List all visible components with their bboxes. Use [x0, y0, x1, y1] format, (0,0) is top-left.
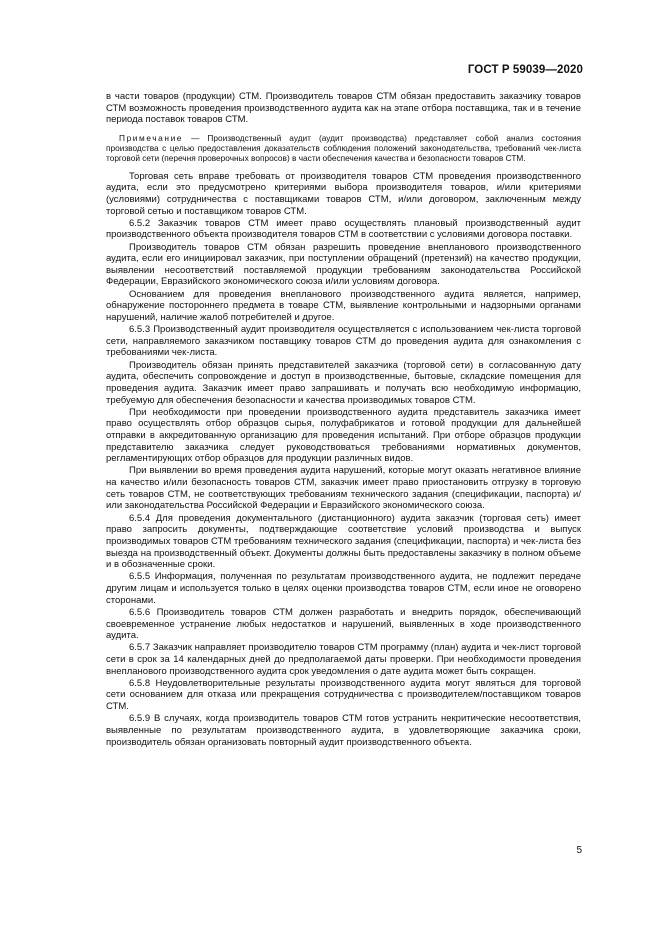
document-code: ГОСТ Р 59039—2020: [467, 64, 583, 76]
paragraph: Торговая сеть вправе требовать от производителя товаров СТМ проведения производственного аудита, если это предусмотрено критериями выбора производителя товаров, и/или критериями (условиями) сотрудничества с поставщиками товаров СТМ, и/или договором, заключенным между торговой сетью и поставщиком товаров СТМ.: [106, 170, 581, 217]
page-number: 5: [576, 845, 582, 856]
note-dash: —: [183, 132, 208, 143]
paragraph: Производитель товаров СТМ обязан разрешить проведение внепланового производственного аудита, если его инициировал заказчик, при поступлении обращений (претензий) на качество продукции, выявлении несоответствий поставляемой продукции требованиям законодательства Российской Федерации, Евразийского экономического союза и/или условиям договора.: [106, 241, 581, 288]
clause-6-5-2: 6.5.2 Заказчик товаров СТМ имеет право осуществлять плановый производственный аудит производственного объекта производителя товаров СТМ в соответствии с условиями договора поставки.: [106, 217, 581, 241]
clause-6-5-5: 6.5.5 Информация, полученная по результатам производственного аудита, не подлежит передаче другим лицам и используется только в целях оценки производства товаров СТМ, если иное не оговорено сторонами.: [106, 571, 581, 606]
paragraph: При необходимости при проведении производственного аудита представитель заказчика имеет право осуществлять отбор образцов сырья, полуфабрикатов и готовой продукции для дальнейшей отправки в аккредитованную организацию для проведения испытаний. При отборе образцов продукции представителю заказчика следует руководствоваться требованиями нормативных документов, регламентирующих отбор образцов для продукции различных видов.: [106, 406, 581, 465]
clause-6-5-8: 6.5.8 Неудовлетворительные результаты производственного аудита могут являться для торговой сети основанием для отказа или прекращения сотрудничества с производителем/поставщиком товаров СТМ.: [106, 677, 581, 713]
clause-6-5-9: 6.5.9 В случаях, когда производитель товаров СТМ готов устранить некритические несоответствия, выявленные по результатам производственного аудита, в удовлетворяющие заказчика сроки, производитель обязан организовать повторный аудит производственного объекта.: [106, 713, 581, 748]
document-body: [106, 91, 581, 749]
clause-6-5-7: 6.5.7 Заказчик направляет производителю товаров СТМ программу (план) аудита и чек-лист торговой сети в срок за 14 календарных дней до предполагаемой даты проверки. При необходимости проведения внепланового производственного аудита срок уведомления о дате аудита может быть сокращен.: [106, 642, 581, 677]
paragraph: Основанием для проведения внепланового производственного аудита является, например, обнаружение постороннего предмета в товаре СТМ, выявление контрольными и надзорными органами нарушений, наличие жалоб потребителей и другое.: [106, 288, 581, 323]
paragraph: Производитель обязан принять представителей заказчика (торговой сети) в согласованную дату аудита, обеспечить сопровождение и доступ в производственные, бытовые, складские помещения для проведения аудита. Заказчик имеет право запрашивать и получать всю необходимую информацию, требуемую для обеспечения безопасности и качества производимых товаров СТМ.: [106, 359, 581, 406]
paragraph-continuation: в части товаров (продукции) СТМ. Производитель товаров СТМ обязан предоставить заказчику товаров СТМ возможность проведения производственного аудита как на этапе отбора поставщика, так и в течение периода поставок товаров СТМ.: [106, 91, 581, 126]
paragraph: При выявлении во время проведения аудита нарушений, которые могут оказать негативное влияние на качество и/или безопасность товаров СТМ, заказчик имеет право приостановить отгрузку в торговую сеть товаров СТМ, не соответствующих требованиям технического задания (спецификации, паспорта) и/или законодательства Российской Федерации и Евразийского экономического союза.: [106, 465, 581, 512]
note-label: Примечание: [119, 132, 184, 143]
clause-6-5-3: 6.5.3 Производственный аудит производителя осуществляется с использованием чек-листа торговой сети, направляемого заказчиком поставщику товаров СТМ до проведения аудита для ознакомления с требованиями чек-листа.: [106, 324, 581, 359]
clause-6-5-4: 6.5.4 Для проведения документального (дистанционного) аудита заказчик (торговая сеть) имеет право запросить документы, подтверждающие соответствие условий производства и выпуск производимых товаров СТМ требованиям технического задания (спецификации, паспорта) и чек-листа без выезда на производственный объект. Документы должны быть предоставлены заказчику в полном объеме и в обозначенные сроки.: [106, 512, 581, 571]
note-text: Производственный аудит (аудит производства) представляет собой анализ состояния производства с целью предоставления доказательств соблюдения положений законодательства, требований чек-листа торговой сети (перечня проверочных вопросов) в части обеспечения качества и безопасности товаров СТМ.: [106, 132, 581, 164]
clause-6-5-6: 6.5.6 Производитель товаров СТМ должен разработать и внедрить порядок, обеспечивающий своевременное устранение любых недостатков и нарушений, выявленных в ходе производственного аудита.: [106, 606, 581, 642]
note-block: [106, 133, 581, 164]
